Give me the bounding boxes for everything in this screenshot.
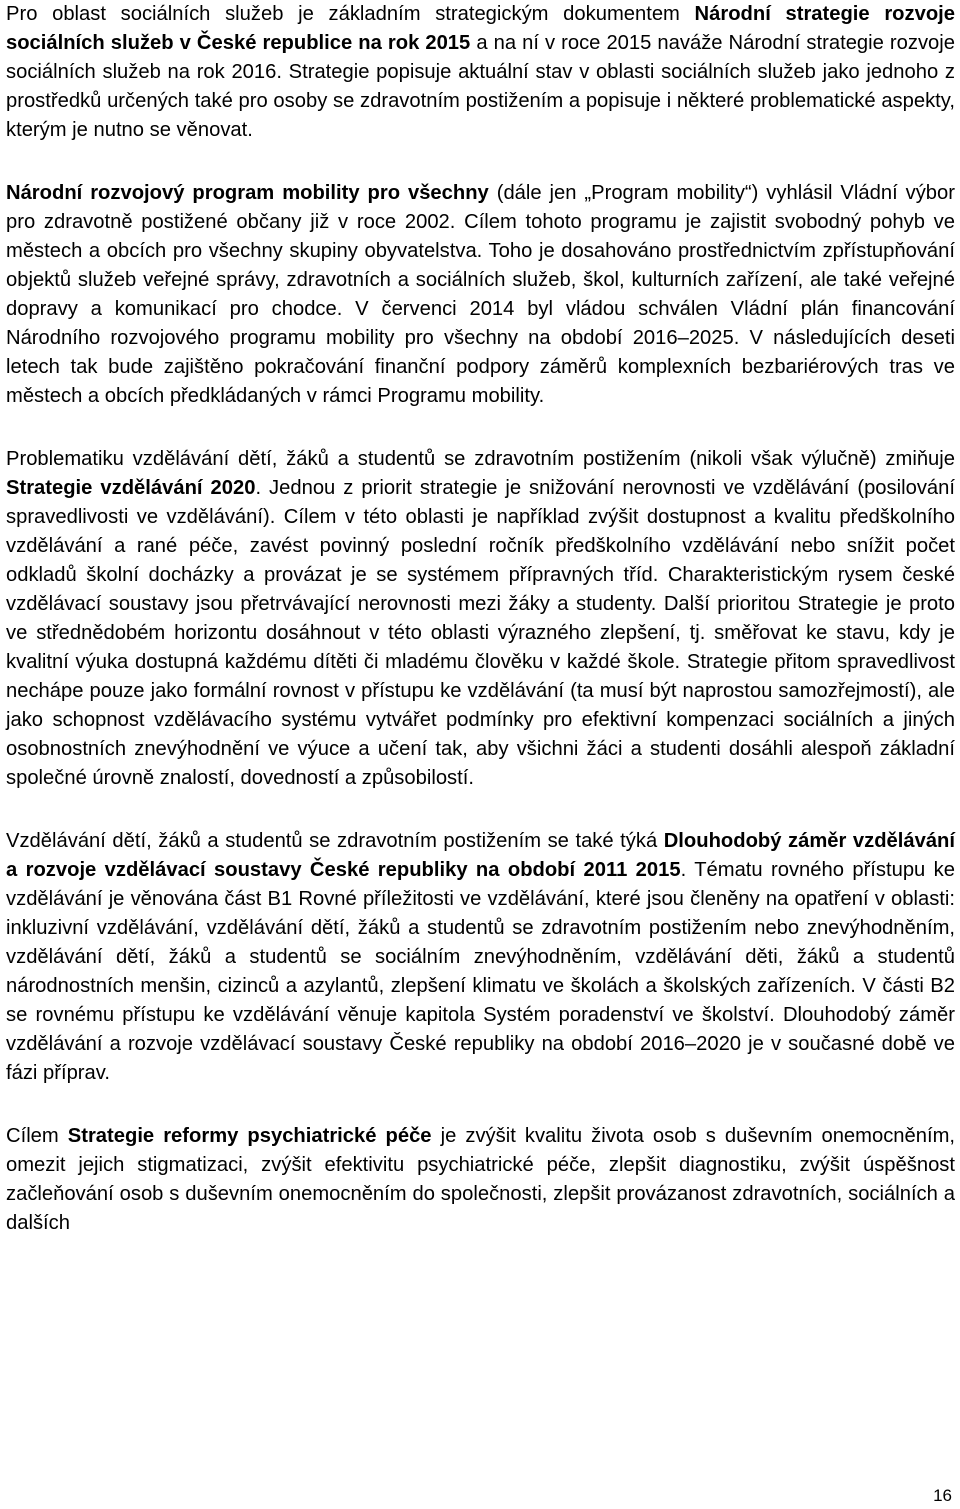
- text-segment: je zvýšit kvalitu života osob s duševním onemocněním, omezit jejich stigmatizaci, zvýšit efektivitu psychiatrické péče, zlepšit diagnostiku, zvýšit úspěšnost začleňování osob s duševním onemocněním do společnosti, zlepšit provázanost zdravotních, sociálních a dalších: [6, 1125, 956, 1234]
- paragraph-long-term-plan: [6, 827, 955, 1088]
- bold-education-strategy-title: Strategie vzdělávání 2020: [6, 477, 256, 499]
- paragraph-education-strategy: [6, 445, 955, 793]
- paragraph-mobility-program: [6, 179, 955, 411]
- text-segment: . Jednou z priorit strategie je snižování nerovnosti ve vzdělávání (posilování spravedlivosti ve vzdělávání). Cílem v této oblasti je například zvýšit dostupnost a kvalitu předškolního vzdělávání a rané péče, zavést povinný poslední ročník předškolního vzdělávání nebo snížit počet odkladů školní docházky a provázat je se systémem přípravných tříd. Charakteristickým rysem české vzdělávací soustavy jsou přetrvávající nerovnosti mezi žáky a studenty. Další prioritou Strategie je proto ve střednědobém horizontu dosáhnout v této oblasti výrazného zlepšení, tj. směřovat ke stavu, kdy je kvalitní výuka dostupná každému dítěti či mladému člověku v každé škole. Strategie přitom spravedlivost nechápe pouze jako formální rovnost v přístupu ke vzdělávání (ta musí být naprostou samozřejmostí), ale jako schopnost vzdělávacího systému vytvářet podmínky pro efektivní kompenzaci sociálních a jiných osobnostních znevýhodnění ve výuce a učení tak, aby všichni žáci a studenti dosáhli alespoň základní společné úrovně znalostí, dovedností a způsobilostí.: [6, 477, 955, 789]
- bold-strategy-title: Národní strategie rozvoje sociálních služeb v České republice na rok 2015: [6, 3, 955, 54]
- text-segment: Cílem: [6, 1125, 68, 1147]
- bold-long-term-plan-title: Dlouhodobý záměr vzdělávání a rozvoje vzdělávací soustavy České republiky na období 2011 2015: [6, 830, 955, 881]
- text-segment: (dále jen „Program mobility“) vyhlásil Vládní výbor pro zdravotně postižené občany již v roce 2002. Cílem tohoto programu je zajistit svobodný pohyb ve městech a obcích pro všechny skupiny obyvatelstva. Toho je dosahováno prostřednictvím zpřístupňování objektů služeb veřejné správy, zdravotních a sociálních služeb, škol, kulturních zařízení, ale také veřejné dopravy a komunikací pro chodce. V červenci 2014 byl vládou schválen Vládní plán financování Národního rozvojového programu mobility pro všechny na období 2016–2025. V následujících deseti letech tak bude zajištěno pokračování finanční podpory záměrů komplexních bezbariérových tras ve městech a obcích předkládaných v rámci Programu mobility.: [6, 182, 955, 407]
- bold-psychiatric-reform-title: Strategie reformy psychiatrické péče: [67, 1125, 432, 1147]
- paragraph-social-services-strategy: [6, 0, 955, 145]
- text-segment: Vzdělávání dětí, žáků a studentů se zdravotním postižením se také týká: [6, 830, 664, 852]
- text-segment: . Tématu rovného přístupu ke vzdělávání je věnována část B1 Rovné příležitosti ve vzdělávání, které jsou členěny na opatření v oblasti: inkluzivní vzdělávání, vzdělávání dětí, žáků a studentů se zdravotním postižením nebo znevýhodněním, vzdělávání dětí, žáků a studentů se sociálním znevýhodněním, vzdělávání děti, žáků a studentů národnostních menšin, cizinců a azylantů, zlepšení klimatu ve školách a školských zařízeních. V části B2 se rovnému přístupu ke vzdělávání věnuje kapitola Systém poradenství ve školství. Dlouhodobý záměr vzdělávání a rozvoje vzdělávací soustavy České republiky na období 2016–2020 je v současné době ve fázi příprav.: [6, 859, 955, 1084]
- text-segment: a na ní v roce 2015 naváže Národní strategie rozvoje sociálních služeb na rok 2016. Strategie popisuje aktuální stav v oblasti sociálních služeb jako jednoho z prostředků určených také pro osoby se zdravotním postižením a popisuje i některé problematické aspekty, kterým je nutno se věnovat.: [6, 32, 955, 141]
- bold-program-title: Národní rozvojový program mobility pro všechny: [6, 182, 489, 204]
- text-segment: Problematiku vzdělávání dětí, žáků a studentů se zdravotním postižením (nikoli však výlučně) zmiňuje: [6, 448, 955, 470]
- page-number: 16: [933, 1486, 952, 1505]
- paragraph-psychiatric-reform: [6, 1122, 955, 1238]
- document-page: [6, 0, 955, 1272]
- text-segment: Pro oblast sociálních služeb je základním strategickým dokumentem: [6, 3, 695, 25]
